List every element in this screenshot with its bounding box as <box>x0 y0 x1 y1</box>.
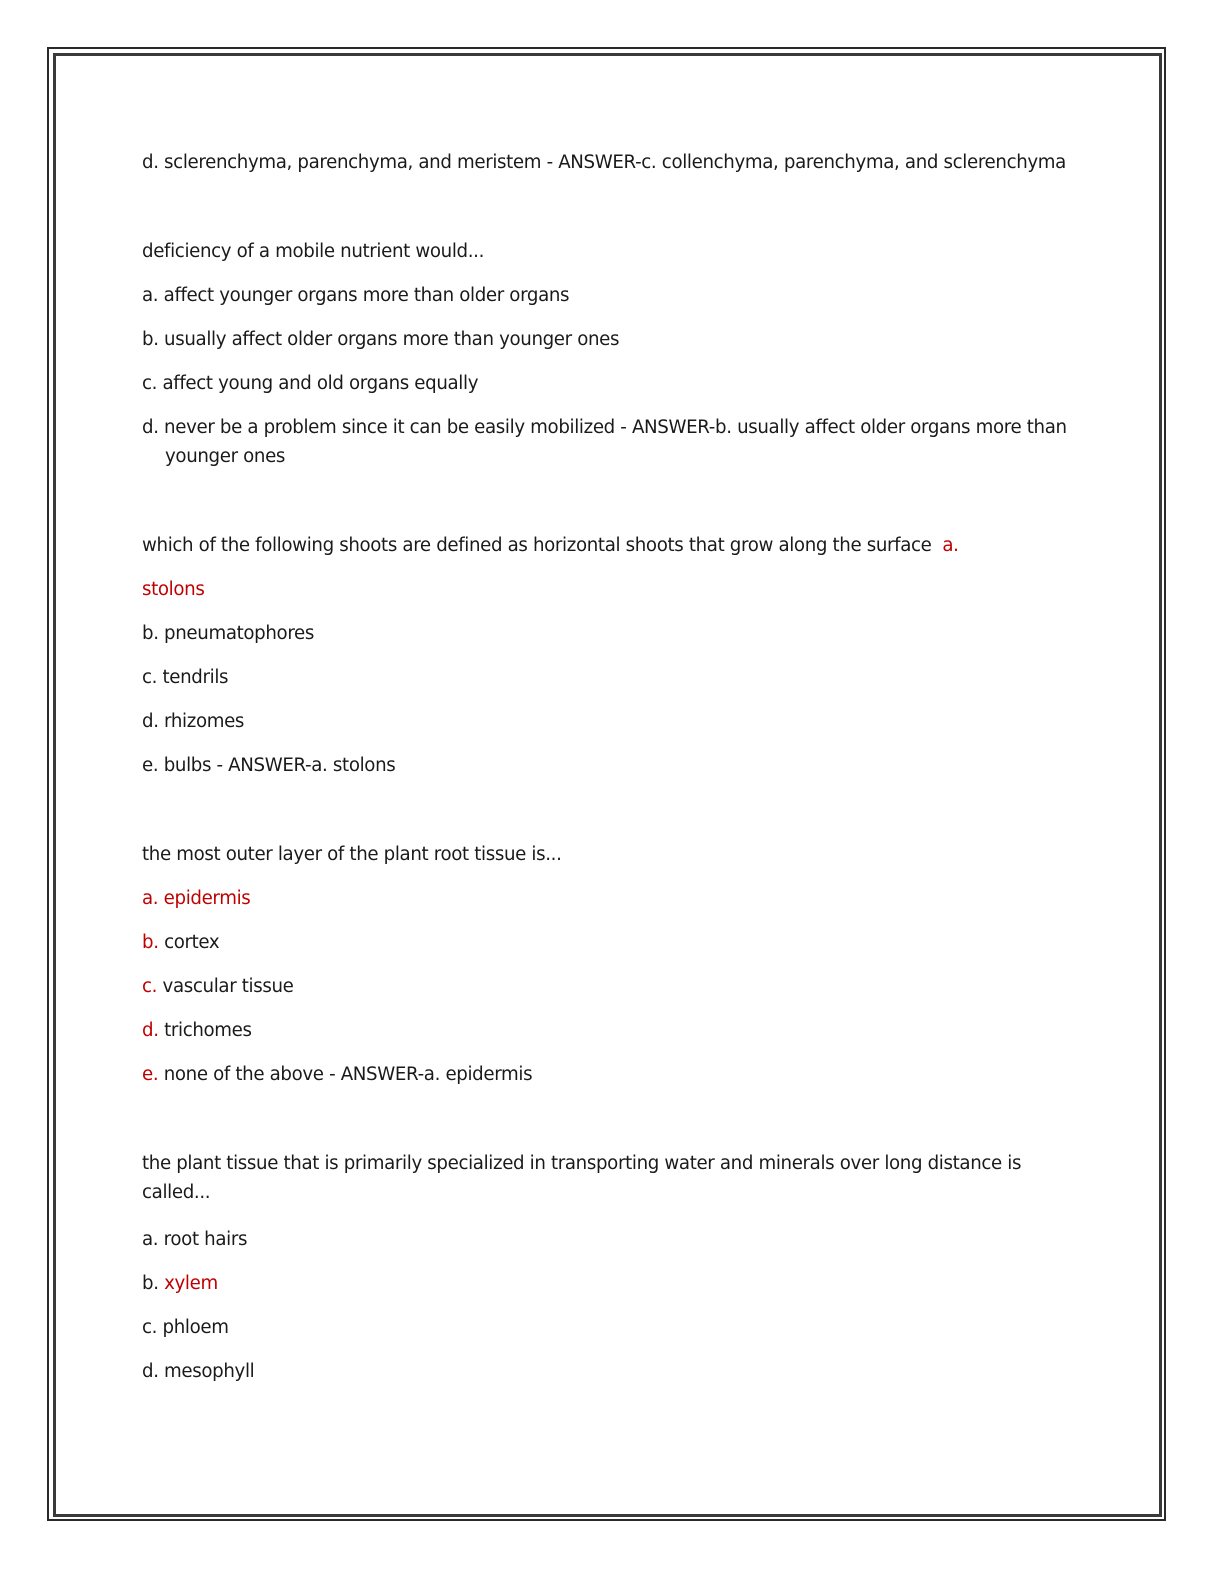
question-text: deficiency of a mobile nutrient would... <box>142 241 485 262</box>
q1-continuation: d. sclerenchyma, parenchyma, and meristem - ANSWER-c. collenchyma, parenchyma, and sclerenchyma <box>142 152 1066 173</box>
option-c: c. phloem <box>142 1317 229 1339</box>
question-block-root-layer <box>142 840 1082 1089</box>
option-b: b. usually affect older organs more than younger ones <box>142 329 620 350</box>
option-a-text: stolons <box>142 579 205 600</box>
option-d: d. mesophyll <box>142 1361 255 1383</box>
option-e <box>142 1060 1082 1089</box>
question-block-mobile-nutrient <box>142 237 1082 471</box>
option-b <box>142 1269 1082 1298</box>
option-c: c. affect young and old organs equally <box>142 373 479 394</box>
option-e-text: none of the above - ANSWER-a. epidermis <box>163 1064 533 1085</box>
question-text: the plant tissue that is primarily specialized in transporting water and minerals over long distance is called... <box>142 1153 1022 1203</box>
option-b: b. pneumatophores <box>142 623 315 644</box>
option-b-prefix: b. <box>142 932 159 953</box>
option-c: c. tendrils <box>142 667 229 688</box>
question-block-transport-tissue <box>142 1149 1082 1386</box>
option-e-with-answer: e. bulbs - ANSWER-a. stolons <box>142 755 396 776</box>
option-e-prefix: e. <box>142 1064 159 1085</box>
option-d <box>142 1016 1082 1045</box>
question-text <box>142 531 1082 560</box>
option-a-prefix: a. <box>942 535 959 556</box>
question-text-body: which of the following shoots are defined as horizontal shoots that grow along the surface <box>142 535 932 556</box>
option-a: a. epidermis <box>142 888 251 909</box>
option-a: a. root hairs <box>142 1229 248 1251</box>
question-block-shoots <box>142 531 1082 780</box>
option-d-with-answer: d. never be a problem since it can be easily mobilized - ANSWER-b. usually affect older organs more than younger ones <box>142 417 1067 467</box>
option-a: a. affect younger organs more than older organs <box>142 285 570 306</box>
option-b <box>142 928 1082 957</box>
question-text: the most outer layer of the plant root tissue is... <box>142 844 562 865</box>
option-c-prefix: c. <box>142 976 158 997</box>
option-b-prefix: b. <box>142 1273 159 1295</box>
option-c <box>142 972 1082 1001</box>
option-b-text: xylem <box>164 1273 218 1295</box>
option-d-text: trichomes <box>164 1020 252 1041</box>
option-d: d. rhizomes <box>142 711 245 732</box>
document-content <box>142 148 1082 1386</box>
option-d-prefix: d. <box>142 1020 159 1041</box>
option-b-text: cortex <box>164 932 220 953</box>
option-c-text: vascular tissue <box>162 976 294 997</box>
